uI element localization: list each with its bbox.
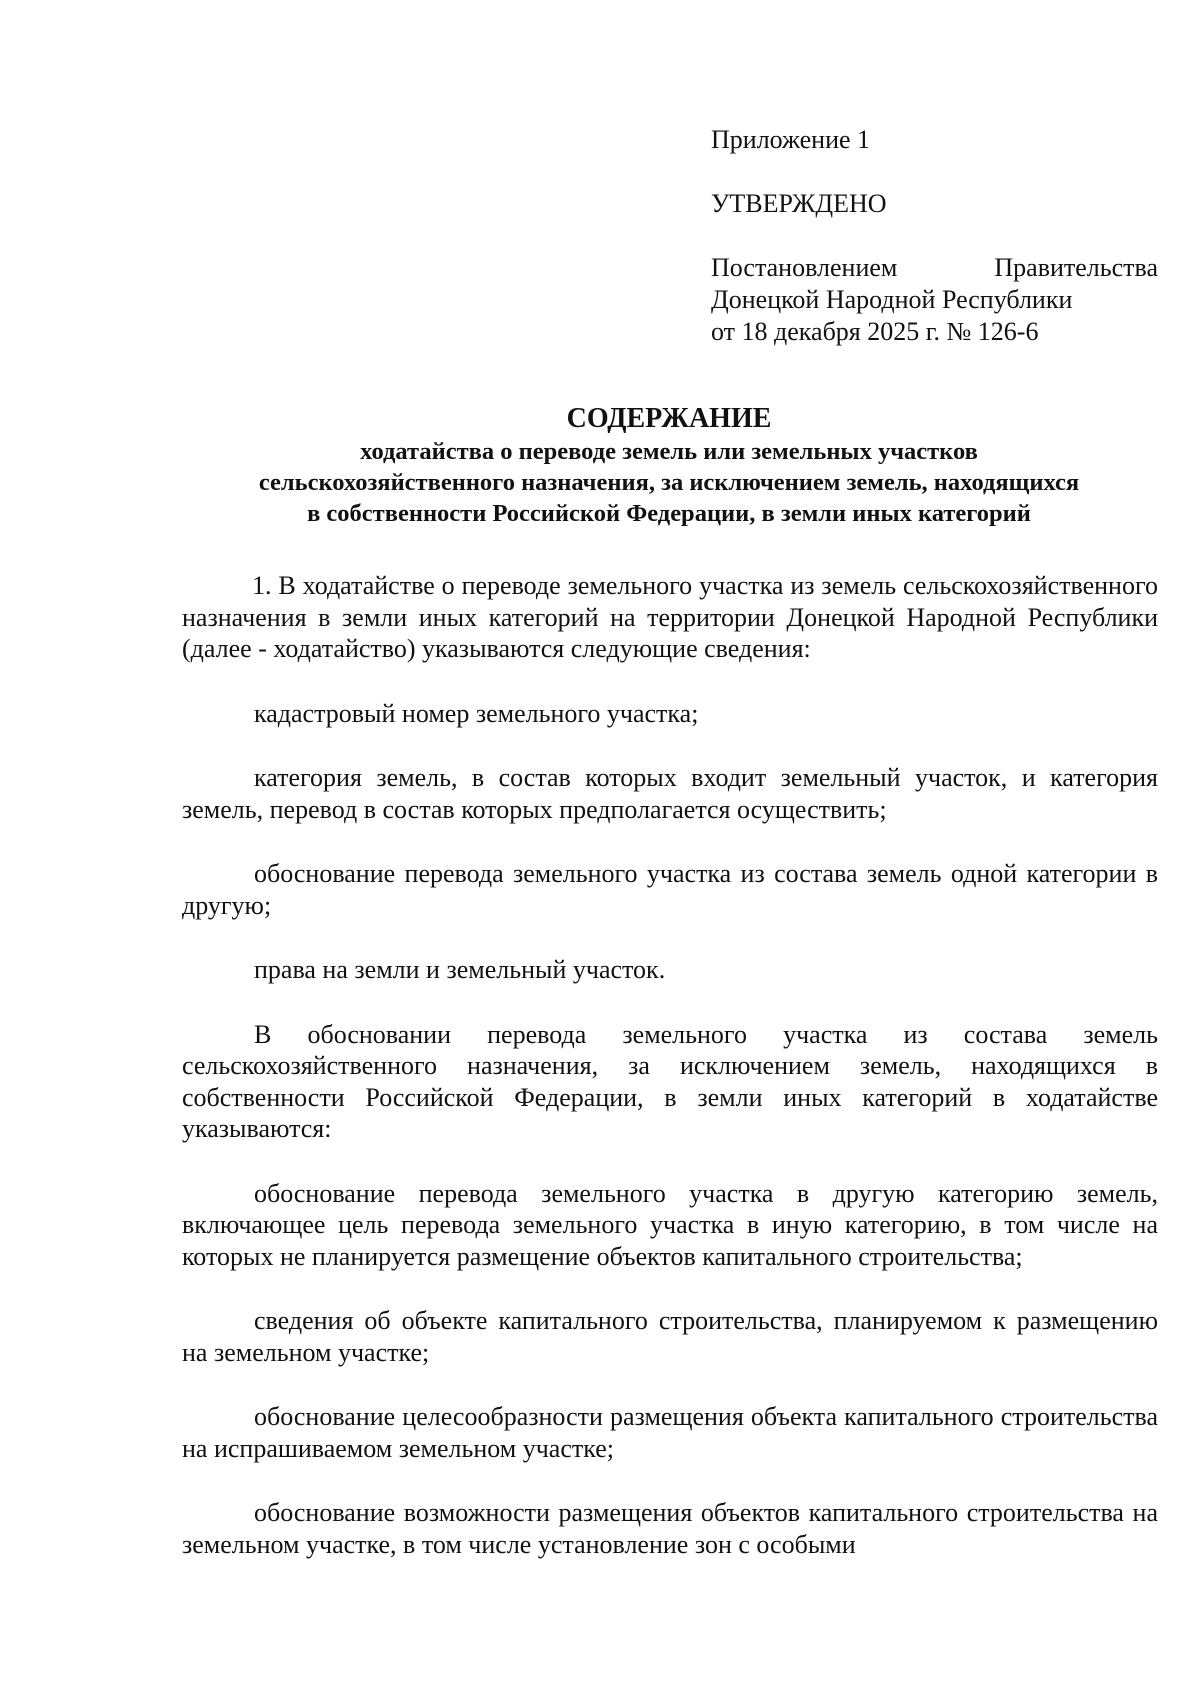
paragraph: кадастровый номер земельного участка;	[254, 698, 699, 728]
document-body	[182, 570, 1158, 1593]
resolution-line	[711, 252, 1158, 284]
appendix-label: Приложение 1	[711, 125, 871, 154]
document-title	[180, 402, 1158, 529]
paragraph: обоснование перевода земельного участка в другую категорию земель, включающее цель перевода земельного участка в иную категорию, в том числе на которых не планируется размещение объектов капитального строительства;	[182, 1178, 1158, 1271]
subtitle-line-3: в собственности Российской Федерации, в земли иных категорий	[307, 500, 1031, 527]
paragraph: категория земель, в состав которых входит земельный участок, и категория земель, перевод в состав которых предполагается осуществить;	[182, 763, 1158, 824]
paragraph: В обосновании перевода земельного участка из состава земель сельскохозяйственного назначения, за исключением земель, находящихся в собственности Российской Федерации, в земли иных категорий в ходатайстве указываются:	[182, 1019, 1158, 1143]
paragraph: обоснование возможности размещения объектов капитального строительства на земельном участке, в том числе установление зон с особыми	[182, 1498, 1158, 1559]
government-word: Правительства	[994, 253, 1158, 282]
approval-block	[711, 124, 1158, 348]
paragraph: 1. В ходатайстве о переводе земельного участка из земель сельскохозяйственного назначения в земли иных категорий на территории Донецкой Народной Республики (далее - ходатайство) указываются следующие сведения:	[182, 571, 1158, 663]
paragraph: обоснование перевода земельного участка из состава земель одной категории в другую;	[182, 859, 1158, 920]
paragraph: права на земли и земельный участок.	[254, 955, 666, 984]
subtitle-line-1: ходатайства о переводе земель или земельных участков	[360, 438, 978, 465]
approved-stamp-text: УТВЕРЖДЕНО	[711, 189, 887, 218]
resolution-word: Постановлением	[711, 253, 898, 282]
paragraph: обоснование целесообразности размещения объекта капитального строительства на испрашиваемом земельном участке;	[182, 1402, 1158, 1463]
subtitle-line-2: сельскохозяйственного назначения, за исключением земель, находящихся	[258, 469, 1080, 496]
republic-name: Донецкой Народной Республики	[711, 285, 1073, 314]
main-title: СОДЕРЖАНИЕ	[566, 403, 772, 434]
paragraph: сведения об объекте капитального строительства, планируемом к размещению на земельном участке;	[182, 1306, 1158, 1367]
resolution-date-number: от 18 декабря 2025 г. № 126-6	[711, 317, 1039, 346]
